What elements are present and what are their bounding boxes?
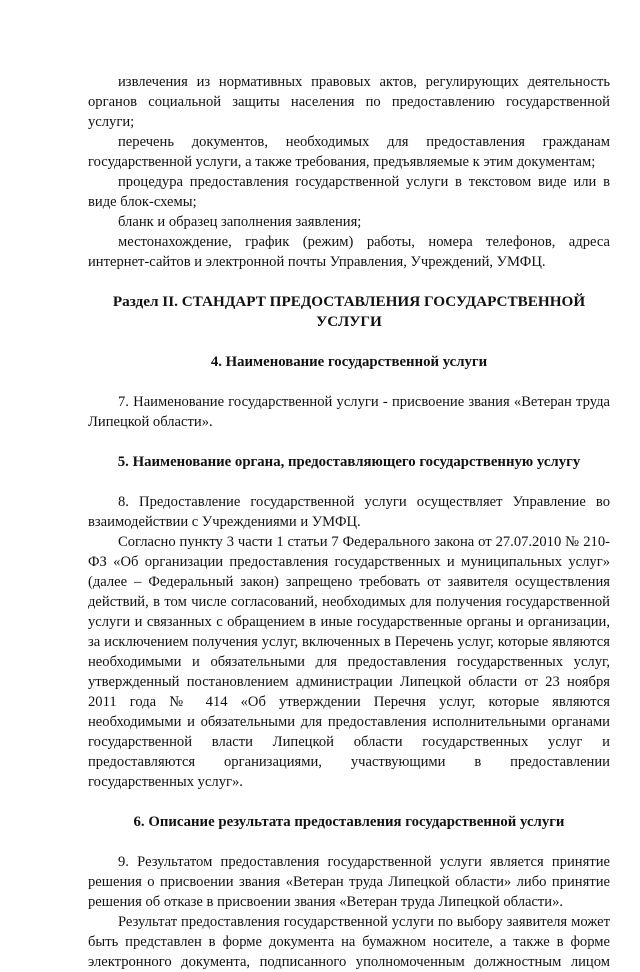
paragraph: 8. Предоставление государственной услуги осуществляет Управление во взаимодействии с Учреждениями и УМФЦ. (88, 494, 610, 530)
paragraph: извлечения из нормативных правовых актов, регулирующих деятельность органов социальной защиты населения по предоставлению государственной услуги; (88, 74, 610, 130)
paragraph: Результат предоставления государственной услуги по выбору заявителя может быть представлен в форме документа на бумажном носителе, а также в форме электронного документа, подписанного уполномоченным должностным лицом (88, 914, 610, 970)
paragraph: процедура предоставления государственной услуги в текстовом виде или в виде блок-схемы; (88, 174, 610, 210)
section-title: Раздел II. СТАНДАРТ ПРЕДОСТАВЛЕНИЯ ГОСУДАРСТВЕННОЙ УСЛУГИ (112, 293, 586, 330)
paragraph: перечень документов, необходимых для предоставления гражданам государственной услуги, а также требования, предъявляемые к этим документам; (88, 134, 610, 170)
paragraph: 9. Результатом предоставления государственной услуги является принятие решения о присвоении звания «Ветеран труда Липецкой области» либо принятие решения об отказе в присвоении звания «Ветеран труда Липецкой области». (88, 854, 610, 910)
subsection-heading: 5. Наименование органа, предоставляющего государственную услугу (117, 454, 581, 470)
paragraph: местонахождение, график (режим) работы, номера телефонов, адреса интернет-сайтов и электронной почты Управления, Учреждений, УМФЦ. (88, 234, 610, 270)
paragraph: 7. Наименование государственной услуги - присвоение звания «Ветеран труда Липецкой области». (88, 394, 610, 430)
paragraph: бланк и образец заполнения заявления; (118, 214, 362, 230)
document-page (88, 72, 610, 972)
subsection-heading: 6. Описание результата предоставления государственной услуги (133, 814, 565, 830)
subsection-heading: 4. Наименование государственной услуги (210, 354, 488, 370)
paragraph: Согласно пункту 3 части 1 статьи 7 Федерального закона от 27.07.2010 № 210-ФЗ «Об организации предоставления государственных и муниципальных услуг» (далее – Федеральный закон) запрещено требовать от заявителя осуществления действий, в том числе согласований, необходимых для получения государственной услуги и связанных с обращением в иные государственные органы и организации, за исключением получения услуг, включенных в Перечень услуг, которые являются необходимыми и обязательными для предоставления государственных услуг, утвержденный постановлением администрации Липецкой области от 23 ноября 2011 года № 414 «Об утверждении Перечня услуг, которые являются необходимыми и обязательными для предоставления исполнительными органами государственной власти Липецкой области государственных услуг и предоставляются организациями, участвующими в предоставлении государственных услуг». (88, 534, 610, 790)
